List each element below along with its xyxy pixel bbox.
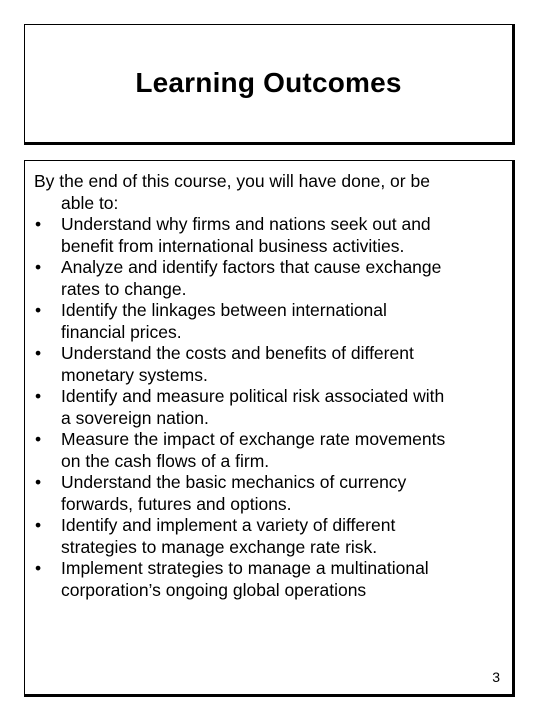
outcome-line-2: on the cash flows of a firm.: [61, 450, 270, 471]
outcome-item: [34, 214, 504, 257]
bullet-icon: •: [35, 386, 42, 406]
outcome-line-2: a sovereign nation.: [61, 407, 209, 428]
outcome-line-2: forwards, futures and options.: [61, 493, 292, 514]
bullet-icon: •: [35, 515, 42, 535]
intro-line-2: able to:: [61, 192, 119, 213]
outcome-item: [34, 429, 504, 472]
bullet-icon: •: [35, 429, 42, 449]
outcome-line-2: benefit from international business activities.: [61, 235, 405, 256]
outcome-item: [34, 386, 504, 429]
slide-title: Learning Outcomes: [135, 66, 402, 98]
outcome-line-1: Understand the basic mechanics of currency: [61, 472, 407, 492]
title-box: [24, 24, 515, 145]
outcome-line-1: Analyze and identify factors that cause exchange: [61, 257, 442, 277]
content-box: [24, 160, 515, 697]
page-number: 3: [492, 669, 500, 685]
bullet-icon: •: [35, 300, 42, 320]
bullet-icon: •: [35, 257, 42, 277]
outcome-item: [34, 257, 504, 300]
outcome-line-2: monetary systems.: [61, 364, 208, 385]
outcome-item: [34, 343, 504, 386]
outcome-item: [34, 558, 504, 601]
outcome-line-2: corporation’s ongoing global operations: [61, 579, 367, 600]
outcome-line-1: Understand why firms and nations seek out and: [61, 214, 431, 234]
outcome-item: [34, 472, 504, 515]
bullet-icon: •: [35, 214, 42, 234]
outcome-line-1: Measure the impact of exchange rate movements: [61, 429, 446, 449]
outcome-line-1: Identify and measure political risk associated with: [61, 386, 445, 406]
outcome-line-2: rates to change.: [61, 278, 187, 299]
outcome-line-1: Identify and implement a variety of different: [61, 515, 396, 535]
outcome-item: [34, 515, 504, 558]
outcome-line-2: financial prices.: [61, 321, 182, 342]
outcome-line-1: Implement strategies to manage a multinational: [61, 558, 429, 578]
outcome-line-1: Identify the linkages between international: [61, 300, 387, 320]
outcomes-list: [34, 214, 504, 601]
outcome-line-2: strategies to manage exchange rate risk.: [61, 536, 378, 557]
bullet-icon: •: [35, 472, 42, 492]
intro-line-1: By the end of this course, you will have done, or be: [34, 171, 430, 191]
intro-text: [34, 171, 504, 214]
bullet-icon: •: [35, 343, 42, 363]
bullet-icon: •: [35, 558, 42, 578]
outcome-item: [34, 300, 504, 343]
outcome-line-1: Understand the costs and benefits of different: [61, 343, 414, 363]
